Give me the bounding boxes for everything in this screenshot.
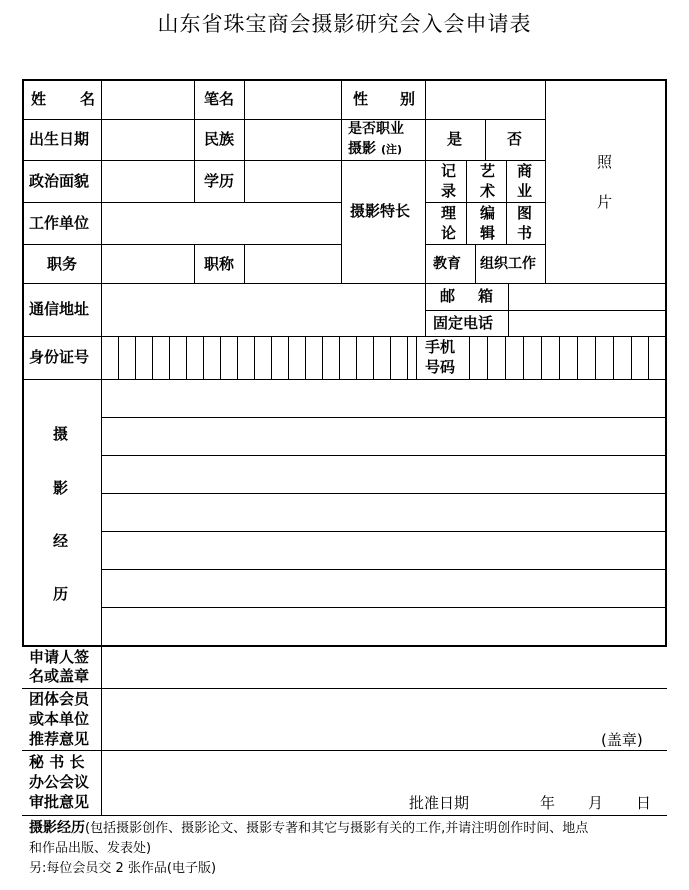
- spec-education[interactable]: 教育: [433, 256, 461, 272]
- mobile-label-2: 号码: [425, 358, 456, 376]
- position-field[interactable]: [102, 245, 194, 283]
- photo-label-b: 片: [597, 193, 613, 211]
- secretary-approval-label-2: 办公会议: [29, 773, 90, 791]
- political-status-label: 政治面貌: [29, 172, 90, 190]
- id-number-field[interactable]: [102, 337, 416, 379]
- job-title-label: 职称: [204, 255, 235, 273]
- spec-documentary-1[interactable]: 记: [441, 162, 457, 180]
- education-field[interactable]: [245, 161, 341, 202]
- postal-label-b: 箱: [478, 287, 494, 305]
- col-line: [341, 79, 342, 283]
- work-unit-field[interactable]: [102, 203, 341, 244]
- spec-theory-2[interactable]: 论: [441, 224, 457, 242]
- month-label: 月: [588, 794, 604, 812]
- gender-field[interactable]: [426, 80, 545, 119]
- group-recommend-label-1: 团体会员: [29, 690, 90, 708]
- position-label: 职务: [47, 255, 78, 273]
- job-title-field[interactable]: [245, 245, 341, 283]
- address-label: 通信地址: [29, 300, 90, 318]
- secretary-approval-label-3: 审批意见: [29, 793, 90, 811]
- political-status-field[interactable]: [102, 161, 194, 202]
- spec-commercial-2[interactable]: 业: [517, 182, 533, 200]
- education-label: 学历: [204, 172, 235, 190]
- col-line: [194, 79, 195, 202]
- ethnicity-label: 民族: [204, 130, 235, 148]
- experience-field[interactable]: [102, 380, 665, 645]
- approval-date-label: 批准日期: [409, 794, 470, 812]
- no-option[interactable]: 否: [507, 130, 523, 148]
- landline-label: 固定电话: [433, 314, 494, 332]
- footnote-heading: 摄影经历: [29, 820, 85, 836]
- footnote-text: (包括摄影创作、摄影论文、摄影专著和其它与摄影有关的工作,并请注明创作时间、地点: [85, 821, 589, 836]
- work-unit-label: 工作单位: [29, 214, 90, 232]
- photo-area[interactable]: [546, 80, 665, 283]
- group-recommend-label-3: 推荐意见: [29, 730, 90, 748]
- col-line: [506, 160, 507, 244]
- form-title: 山东省珠宝商会摄影研究会入会申请表: [157, 12, 532, 36]
- ethnicity-field[interactable]: [245, 120, 341, 160]
- photo-label-a: 照: [597, 153, 613, 171]
- spec-commercial-1[interactable]: 商: [517, 162, 533, 180]
- col-line: [194, 244, 195, 283]
- form-border-left: [22, 79, 24, 645]
- landline-field[interactable]: [509, 311, 665, 336]
- spec-books-1[interactable]: 图: [517, 204, 533, 222]
- birth-date-field[interactable]: [102, 120, 194, 160]
- secretary-approval-field[interactable]: [102, 751, 402, 791]
- id-number-label: 身份证号: [29, 348, 90, 366]
- applicant-signature-label-2: 名或盖章: [29, 667, 90, 685]
- gender-label-b: 别: [400, 90, 416, 108]
- spec-editing-2[interactable]: 辑: [480, 224, 496, 242]
- group-recommend-field[interactable]: [102, 689, 597, 729]
- address-field[interactable]: [102, 284, 425, 336]
- spec-art-2[interactable]: 术: [480, 182, 496, 200]
- mobile-label-1: 手机: [425, 338, 456, 356]
- pen-name-label: 笔名: [204, 90, 235, 108]
- spec-theory-1[interactable]: 理: [441, 204, 457, 222]
- postal-field[interactable]: [509, 284, 665, 310]
- yes-option[interactable]: 是: [447, 130, 463, 148]
- spec-editing-1[interactable]: 编: [480, 204, 496, 222]
- footnote-extra: 另:每位会员交 2 张作品(电子版): [29, 861, 217, 876]
- seal-note: (盖章): [601, 731, 643, 749]
- experience-label-4: 历: [53, 585, 69, 603]
- col-line: [475, 244, 476, 283]
- experience-label-3: 经: [53, 532, 69, 550]
- footnote: [29, 818, 665, 879]
- postal-label-a: 邮: [440, 287, 456, 305]
- spec-books-2[interactable]: 书: [517, 224, 533, 242]
- row-line: [426, 202, 545, 203]
- year-label: 年: [540, 794, 556, 812]
- professional-label: 是否职业: [348, 121, 404, 137]
- name-label-a: 姓: [31, 90, 47, 108]
- name-label-b: 名: [80, 90, 96, 108]
- spec-organization[interactable]: 组织工作: [480, 256, 536, 272]
- secretary-approval-label-1: 秘 书 长: [29, 753, 85, 771]
- spec-documentary-2[interactable]: 录: [441, 182, 457, 200]
- gender-label-a: 性: [353, 90, 369, 108]
- professional-note: (注): [381, 143, 403, 156]
- experience-label-1: 摄: [53, 425, 69, 443]
- mobile-field[interactable]: [469, 337, 665, 379]
- birth-date-label: 出生日期: [29, 130, 90, 148]
- footnote-text-2: 和作品出版、发表处): [29, 841, 152, 856]
- col-line: [466, 160, 467, 244]
- specialty-label: 摄影特长: [350, 202, 411, 220]
- professional-label-2: 摄影: [348, 141, 376, 157]
- day-label: 日: [636, 794, 652, 812]
- name-field[interactable]: [102, 80, 194, 119]
- spec-art-1[interactable]: 艺: [480, 162, 496, 180]
- applicant-signature-label-1: 申请人签: [29, 648, 90, 666]
- applicant-signature-field[interactable]: [102, 647, 665, 688]
- id-box-divider: [416, 336, 417, 379]
- group-recommend-label-2: 或本单位: [29, 710, 90, 728]
- experience-label-2: 影: [53, 479, 69, 497]
- col-line: [485, 119, 486, 160]
- pen-name-field[interactable]: [245, 80, 341, 119]
- row-line: [22, 815, 667, 816]
- row-line: [426, 244, 545, 245]
- form-border-right: [665, 79, 667, 645]
